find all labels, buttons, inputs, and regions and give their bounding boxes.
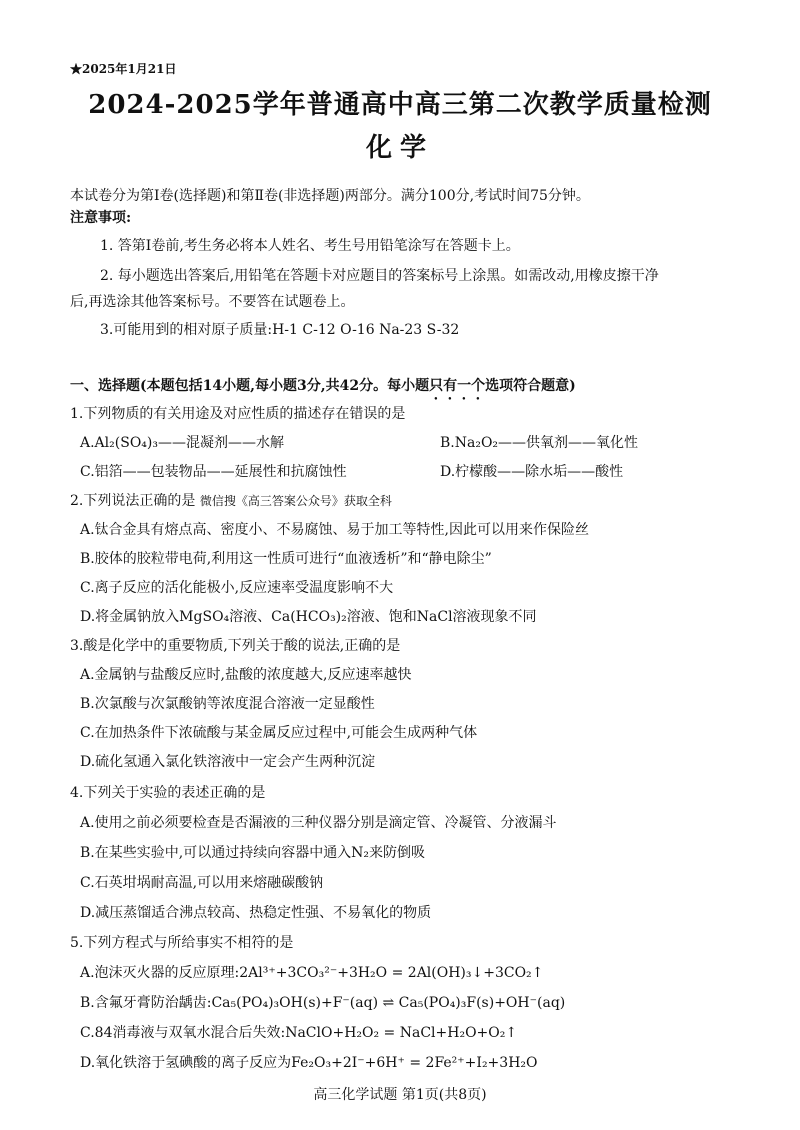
q5-option-d: D.氧化铁溶于氢碘酸的离子反应为Fe₂O₃+2I⁻+6H⁺ = 2Fe²⁺+I₂+3H₂O <box>80 1055 538 1071</box>
q3-option-a: A.金属钠与盐酸反应时,盐酸的浓度越大,反应速率越快 <box>80 667 412 683</box>
q1-option-d: D.柠檬酸——除水垢——酸性 <box>440 464 624 480</box>
subject-title: 化学 <box>365 133 434 163</box>
page-footer: 高三化学试题 第1页(共8页) <box>313 1087 487 1103</box>
q5-option-a: A.泡沫灭火器的反应原理:2Al³⁺+3CO₃²⁻+3H₂O = 2Al(OH)₃↓+3CO₂↑ <box>80 965 544 981</box>
q3-stem: 3.酸是化学中的重要物质,下列关于酸的说法,正确的是 <box>70 638 401 654</box>
q3-option-c: C.在加热条件下浓硫酸与某金属反应过程中,可能会生成两种气体 <box>80 725 478 741</box>
q1-option-a: A.Al₂(SO₄)₃——混凝剂——水解 <box>80 435 284 451</box>
note-3: 3.可能用到的相对原子质量:H-1 C-12 O-16 Na-23 S-32 <box>100 322 460 338</box>
q1-stem: 1.下列物质的有关用途及对应性质的描述存在错误的是 <box>70 406 406 422</box>
note-1: 1. 答第Ⅰ卷前,考生务必将本人姓名、考生号用铅笔涂写在答题卡上。 <box>100 238 520 254</box>
q2-option-b: B.胶体的胶粒带电荷,利用这一性质可进行“血液透析”和“静电除尘” <box>80 551 492 567</box>
q3-option-b: B.次氯酸与次氯酸钠等浓度混合溶液一定显酸性 <box>80 696 375 712</box>
section-heading <box>70 376 576 403</box>
q4-option-a: A.使用之前必须要检查是否漏液的三种仪器分别是滴定管、冷凝管、分液漏斗 <box>80 815 557 831</box>
note-2a: 2. 每小题选出答案后,用铅笔在答题卡对应题目的答案标号上涂黑。如需改动,用橡皮擦干净 <box>100 268 659 284</box>
q5-option-c: C.84消毒液与双氧水混合后失效:NaClO+H₂O₂ = NaCl+H₂O+O₂↑ <box>80 1025 518 1041</box>
note-2b: 后,再选涂其他答案标号。不要答在试题卷上。 <box>70 294 355 310</box>
q4-option-d: D.减压蒸馏适合沸点较高、热稳定性强、不易氧化的物质 <box>80 905 432 921</box>
q2-stem-row <box>70 491 392 511</box>
section-heading-a: 一、选择题(本题包括14小题,每小题3分,共42分。每小题 <box>70 378 430 394</box>
q1-option-b: B.Na₂O₂——供氧剂——氧化性 <box>440 435 639 451</box>
q2-option-c: C.离子反应的活化能极小,反应速率受温度影响不大 <box>80 580 394 596</box>
section-heading-emphasis: 只有一个 <box>429 378 486 394</box>
exam-title: 2024-2025学年普通高中高三第二次教学质量检测 <box>88 90 712 120</box>
q3-option-d: D.硫化氢通入氯化铁溶液中一定会产生两种沉淀 <box>80 754 376 770</box>
q1-option-c: C.铝箔——包装物品——延展性和抗腐蚀性 <box>80 464 347 480</box>
q4-stem: 4.下列关于实验的表述正确的是 <box>70 785 266 801</box>
q2-option-d: D.将金属钠放入MgSO₄溶液、Ca(HCO₃)₂溶液、饱和NaCl溶液现象不同 <box>80 609 537 625</box>
notes-heading: 注意事项: <box>70 210 132 226</box>
q4-option-c: C.石英坩埚耐高温,可以用来熔融碳酸钠 <box>80 875 324 891</box>
q2-stem: 2.下列说法正确的是 <box>70 493 196 509</box>
q2-option-a: A.钛合金具有熔点高、密度小、不易腐蚀、易于加工等特性,因此可以用来作保险丝 <box>80 522 590 538</box>
section-heading-c: 选项符合题意) <box>485 378 576 394</box>
q5-stem: 5.下列方程式与所给事实不相符的是 <box>70 935 294 951</box>
q4-option-b: B.在某些实验中,可以通过持续向容器中通入N₂来防倒吸 <box>80 845 426 861</box>
q5-option-b: B.含氟牙膏防治龋齿:Ca₅(PO₄)₃OH(s)+F⁻(aq) ⇌ Ca₅(PO₄)₃F(s)+OH⁻(aq) <box>80 995 566 1011</box>
intro-text: 本试卷分为第Ⅰ卷(选择题)和第Ⅱ卷(非选择题)两部分。满分100分,考试时间75分钟。 <box>70 188 590 204</box>
q2-watermark: 微信搜《高三答案公众号》获取全科 <box>199 494 392 508</box>
exam-date: ★2025年1月21日 <box>70 62 177 76</box>
